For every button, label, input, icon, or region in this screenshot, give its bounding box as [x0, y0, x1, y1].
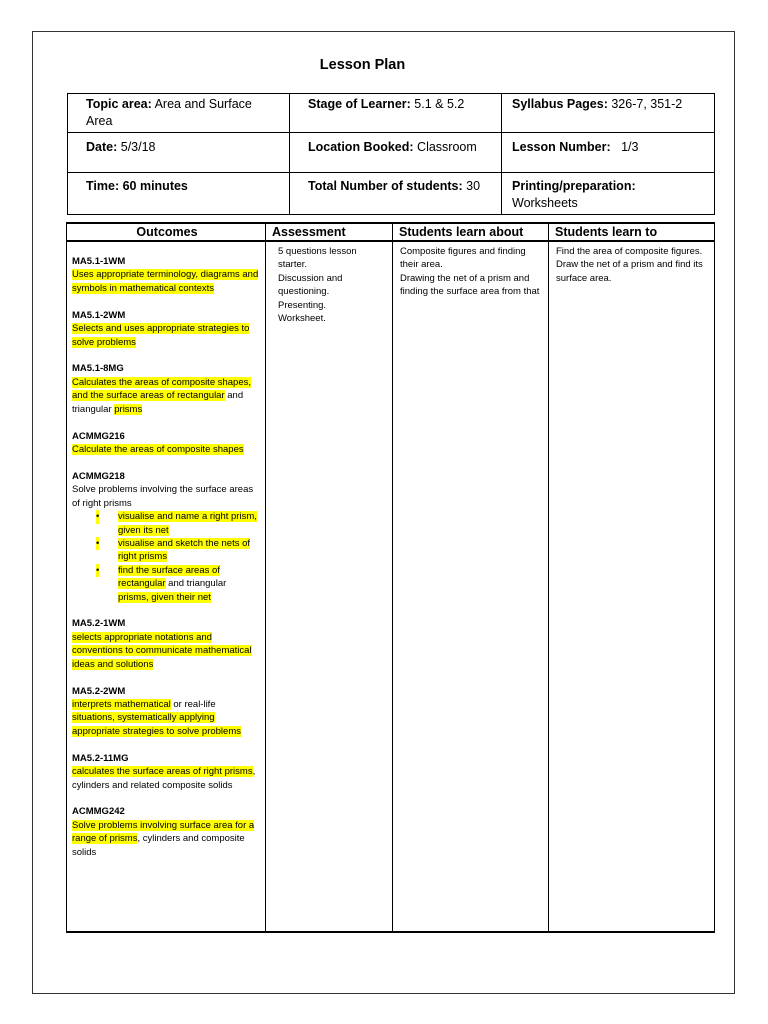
learn-to-item: Draw the net of a prism and find its surface area. [556, 259, 703, 284]
learn-to-item: Find the area of composite figures. [556, 246, 703, 257]
stage-value: 5.1 & 5.2 [414, 97, 465, 111]
outcome-text: selects appropriate notations and conventions to communicate mathematical ideas and solutions [72, 631, 252, 670]
learn-to-header: Students learn to [549, 223, 715, 241]
outcome-code: ACMMG216 [72, 430, 125, 442]
outcome-bullet-list [72, 510, 259, 604]
outcomes-cell [67, 241, 266, 932]
outcome-code: MA5.1-2WM [72, 309, 126, 321]
page-title: Lesson Plan [319, 57, 406, 73]
learn-about-item: Composite figures and finding their area. [400, 246, 526, 271]
outcome-text-plain: Solve problems involving the surface areas of right prisms [72, 484, 254, 509]
lesson-number-value: 1/3 [621, 140, 639, 154]
assessment-item: Worksheet. [278, 313, 326, 325]
outcome-item [72, 255, 259, 295]
outcome-item [72, 805, 259, 859]
time-cell: Time: 60 minutes [68, 173, 290, 215]
outcome-item [72, 617, 259, 671]
bullet-icon: • [96, 511, 100, 523]
outcome-item [72, 470, 259, 604]
outcome-code: MA5.1-8MG [72, 363, 124, 375]
location-cell: Location Booked: Classroom [290, 133, 502, 173]
syllabus-cell: Syllabus Pages: 326-7, 351-2 [502, 94, 715, 133]
assessment-item: Discussion and questioning. [278, 272, 343, 298]
date-cell: Date: 5/3/18 [68, 133, 290, 173]
outcome-text: calculates the surface areas of right prisms [72, 766, 253, 778]
printing-cell: Printing/preparation: Worksheets [502, 173, 715, 215]
lesson-info-table [67, 93, 715, 215]
date-value: 5/3/18 [120, 140, 156, 154]
outcome-text: interprets mathematical [72, 698, 171, 710]
students-value: 30 [466, 179, 481, 193]
bullet-item: • visualise and sketch the nets of right prisms [96, 537, 251, 563]
outcome-code: MA5.1-1WM [72, 256, 126, 267]
outcome-item [72, 309, 259, 349]
outcome-text: Uses appropriate terminology, diagrams and symbols in mathematical contexts [72, 269, 259, 294]
bullet-item: • visualise and name a right prism, given its net [96, 511, 257, 536]
outcome-text: situations, systematically applying appropriate strategies to solve problems [72, 712, 241, 737]
outcome-text: Calculate the areas of composite shapes [72, 443, 244, 455]
bullet-icon: • [96, 564, 100, 576]
outcome-text: Calculates the areas of composite shapes, and the surface areas of rectangular [72, 376, 252, 402]
assessment-item: 5 questions lesson starter. [278, 246, 357, 271]
assessment-cell [266, 241, 393, 932]
bullet-icon: • [96, 537, 100, 549]
outcomes-table [66, 222, 715, 933]
outcome-code: MA5.2-1WM [72, 618, 126, 630]
stage-cell: Stage of Learner: 5.1 & 5.2 [290, 94, 502, 133]
outcome-text-plain: , cylinders and related composite solids [72, 766, 256, 791]
assessment-header: Assessment [266, 223, 393, 241]
students-cell: Total Number of students: 30 [290, 173, 502, 215]
learn-to-cell [549, 241, 715, 932]
learn-about-item: Drawing the net of a prism and finding the surface area from that [400, 272, 540, 298]
topic-area-cell: Topic area: Area and Surface Area [68, 94, 290, 133]
outcome-item [72, 752, 259, 792]
outcome-code: MA5.2-2WM [72, 685, 126, 697]
outcome-text-plain: , cylinders and composite solids [72, 833, 245, 858]
outcome-text: Solve problems involving surface area for a range of prisms [72, 819, 255, 845]
outcome-text: prisms [114, 403, 143, 415]
printing-value: Worksheets [512, 196, 578, 210]
outcome-item [72, 685, 259, 739]
outcome-code: ACMMG218 [72, 470, 125, 482]
outcome-code: MA5.2-11MG [72, 752, 129, 764]
outcome-item [72, 430, 259, 457]
learn-about-cell [393, 241, 549, 932]
outcome-text-plain: and triangular [72, 390, 244, 415]
syllabus-value: 326-7, 351-2 [611, 97, 683, 111]
outcome-text-plain: or real-life [170, 698, 216, 710]
outcome-item [72, 362, 259, 416]
topic-area-value: Area and Surface Area [86, 97, 252, 128]
location-value: Classroom [417, 140, 477, 154]
lesson-number-cell: Lesson Number: 1/3 [502, 133, 715, 173]
learn-about-header: Students learn about [393, 223, 549, 241]
outcomes-header: Outcomes [67, 223, 266, 241]
outcome-code: ACMMG242 [72, 806, 125, 818]
outcome-text: Selects and uses appropriate strategies to solve problems [72, 323, 250, 348]
assessment-item: Presenting. [278, 299, 327, 311]
bullet-item: • find the surface areas of rectangular and triangular prisms, given their net [96, 564, 227, 603]
